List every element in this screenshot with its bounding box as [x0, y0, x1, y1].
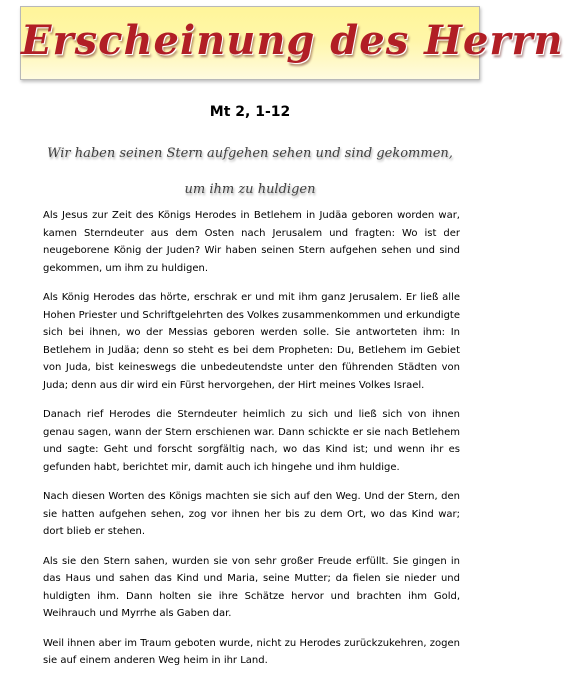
title-banner — [20, 6, 564, 80]
paragraph-4: Nach diesen Worten des Königs machten sie sich auf den Weg. Und der Stern, den sie hatten aufgehen sehen, zog vor ihnen her bis zu dem Ort, wo das Kind war; dort blieb er stehen. — [43, 491, 460, 537]
paragraph-3: Danach rief Herodes die Sterndeuter heimlich zu sich und ließ sich von ihnen genau sagen, wann der Stern erschienen war. Dann schickte er sie nach Betlehem und sagte: Geht und forscht sorgfältig nach, wo das Kind ist; und wenn ihr es gefunden habt, berichtet mir, damit auch ich hingehe und ihm huldige. — [43, 409, 460, 473]
paragraph-6: Weil ihnen aber im Traum geboten wurde, nicht zu Herodes zurückzukehren, zogen sie auf einem anderen Weg heim in ihr Land. — [43, 637, 460, 666]
page-title: Erscheinung des Herrn — [21, 17, 564, 64]
scripture-reference: Mt 2, 1-12 — [209, 104, 291, 120]
gospel-text — [43, 207, 460, 682]
paragraph-1: Als Jesus zur Zeit des Königs Herodes in Betlehem in Judäa geboren worden war, kamen Sterndeuter aus dem Osten nach Jerusalem und fragten: Wo ist der neugeborene König der Juden? Wir haben seinen Stern aufgehen sehen und sind gekommen, um ihm zu huldigen. — [43, 210, 460, 274]
paragraph-2: Als König Herodes das hörte, erschrak er und mit ihm ganz Jerusalem. Er ließ alle Hohen Priester und Schriftgelehrten des Volkes zusammenkommen und erkundigte sich bei ihnen, wo der Messias geboren werden solle. Sie antworteten ihm: In Betlehem in Judäa; denn so steht es bei dem Propheten: Du, Betlehem im Gebiet von Juda, bist keineswegs die unbedeutendste unter den führenden Städten von Juda; denn aus dir wird ein Fürst hervorgehen, der Hirt meines Volkes Israel. — [43, 292, 460, 391]
subtitle-quote: Wir haben seinen Stern aufgehen sehen und sind gekommen, um ihm zu huldigen — [47, 146, 453, 197]
paragraph-5: Als sie den Stern sahen, wurden sie von sehr großer Freude erfüllt. Sie gingen in das Haus und sahen das Kind und Maria, seine Mutter; da fielen sie nieder und huldigten ihm. Dann holten sie ihre Schätze hervor und brachten ihm Gold, Weihrauch und Myrrhe als Gaben dar. — [43, 555, 460, 619]
